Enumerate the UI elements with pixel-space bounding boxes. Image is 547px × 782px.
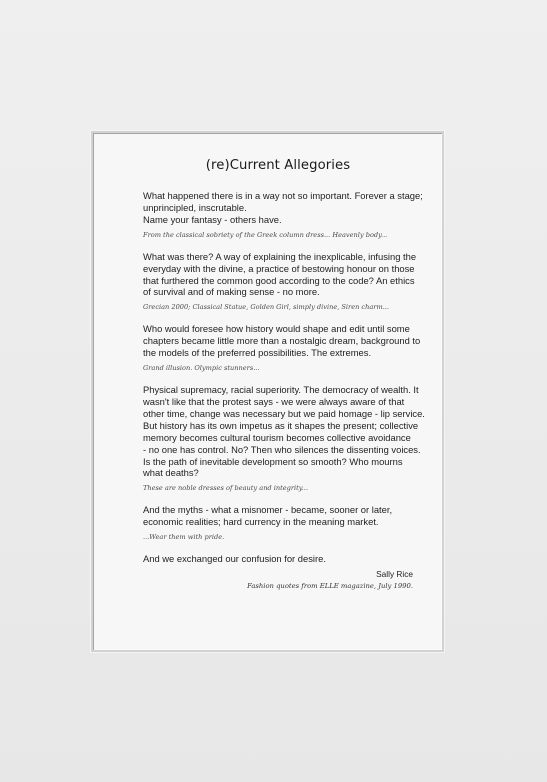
stanza-text (143, 323, 421, 359)
text-line: - no one has control. No? Then who silences the dissenting voices. (143, 443, 421, 455)
text-line: But history has its own impetus as it shapes the present; collective (143, 419, 419, 431)
text-line: And the myths - what a misnomer - became, sooner or later, (143, 504, 393, 516)
stanza-2 (143, 250, 417, 313)
text-line: of survival and of making sense - no more. (143, 286, 320, 298)
text-line: economic realities; hard currency in the meaning market. (143, 516, 379, 528)
text-line: Who would foresee how history would shape and edit until some (143, 323, 410, 335)
fashion-quote: Grecian 2000; Classical Statue, Golden Girl, simply divine, Siren charm... (143, 303, 390, 312)
text-line: other time, change was necessary but we paid homage - lip service. (143, 407, 425, 419)
stanza-5 (143, 504, 413, 542)
stanza-text (143, 190, 423, 226)
text-line: that furthered the common good according to the code? An ethics (143, 274, 415, 286)
fashion-quote: Grand illusion. Olympic stunners... (143, 364, 260, 373)
closing-line: And we exchanged our confusion for desire. (143, 553, 326, 565)
source-credit: Fashion quotes from ELLE magazine, July 1990. (247, 582, 413, 591)
text-line: what deaths? (143, 467, 199, 479)
text-line: everyday with the divine, a practice of bestowing honour on those (143, 262, 415, 274)
text-line: Is the path of inevitable development so smooth? Who mourns (143, 455, 403, 467)
text-line: chapters became little more than a nostalgic dream, background to (143, 335, 421, 347)
text-line: memory becomes cultural tourism becomes collective avoidance (143, 431, 411, 443)
text-line: unprincipled, inscrutable. (143, 201, 247, 213)
stanza-1 (143, 190, 423, 240)
author-signature: Sally Rice (376, 569, 413, 580)
text-line: What happened there is in a way not so important. Forever a stage; (143, 190, 423, 201)
fashion-quote: These are noble dresses of beauty and integrity... (143, 484, 308, 493)
fashion-quote: From the classical sobriety of the Greek column dress... Heavenly body... (143, 230, 388, 239)
text-line: the models of the preferred possibilities. The extremes. (143, 347, 372, 359)
stanza-4 (143, 384, 425, 493)
stanza-text (143, 504, 413, 528)
text-line: Physical supremacy, racial superiority. The democracy of wealth. It (143, 384, 419, 396)
text-line: Name your fantasy - others have. (143, 213, 282, 225)
stanza-3 (143, 323, 421, 373)
poem-title: (re)Current Allegories (205, 158, 351, 173)
text-line: What was there? A way of explaining the inexplicable, infusing the (143, 250, 417, 262)
fashion-quote: ...Wear them with pride. (143, 533, 225, 542)
poem-document (143, 158, 425, 591)
stanza-text (143, 250, 417, 299)
stanza-text (143, 384, 425, 479)
text-line: wasn't like that the protest says - we were always aware of that (143, 395, 405, 407)
